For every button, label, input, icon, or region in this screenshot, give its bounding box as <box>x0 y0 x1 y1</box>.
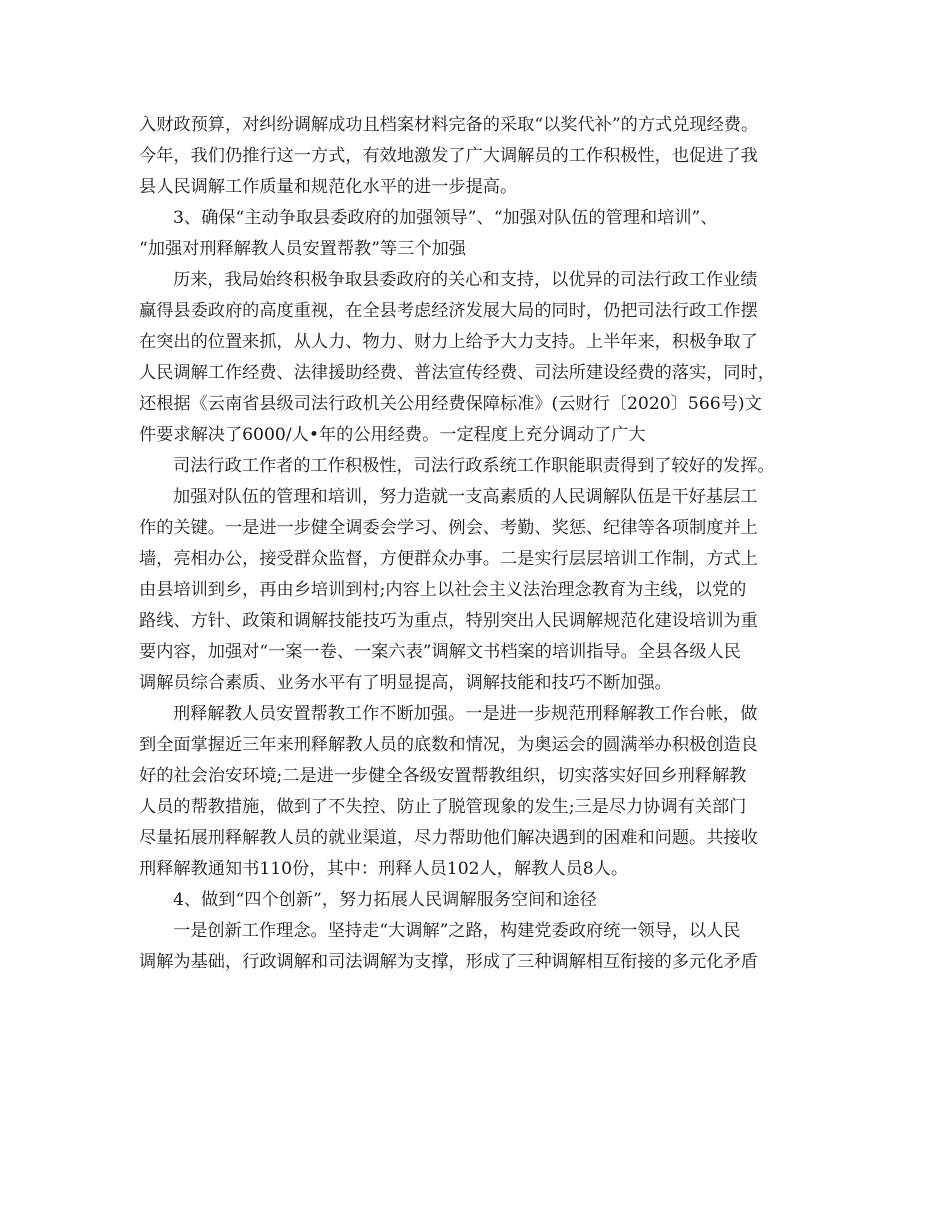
text-line: “加强对刑释解教人员安置帮教”等三个加强 <box>139 239 466 259</box>
text-line: 件要求解决了6000/人•年的公用经费。一定程度上充分调动了广大 <box>139 425 646 445</box>
text-line: 4、做到“四个创新”，努力拓展人民调解服务空间和途径 <box>173 890 597 910</box>
text-line: 好的社会治安环境;二是进一步健全各级安置帮教组织，切实落实好回乡刑释解教 <box>139 766 747 786</box>
text-line: 调解员综合素质、业务水平有了明显提高，调解技能和技巧不断加强。 <box>139 673 672 693</box>
document-body <box>139 110 829 978</box>
text-line: 作的关键。一是进一步健全调委会学习、例会、考勤、奖惩、纪律等各项制度并上 <box>139 518 758 538</box>
text-line: 刑释解教通知书110份，其中：刑释人员102人，解教人员8人。 <box>139 859 629 879</box>
text-line: 尽量拓展刑释解教人员的就业渠道，尽力帮助他们解决遇到的困难和问题。共接收 <box>139 828 758 848</box>
text-line: 还根据《云南省县级司法行政机关公用经费保障标准》(云财行〔2020〕566号)文 <box>139 394 762 414</box>
text-line: 到全面掌握近三年来刑释解教人员的底数和情况，为奥运会的圆满举办积极创造良 <box>139 735 758 755</box>
text-line: 加强对队伍的管理和培训，努力造就一支高素质的人民调解队伍是干好基层工 <box>173 487 758 507</box>
text-line: 赢得县委政府的高度重视，在全县考虑经济发展大局的同时，仍把司法行政工作摆 <box>139 301 758 321</box>
text-line: 人民调解工作经费、法律援助经费、普法宣传经费、司法所建设经费的落实，同时， <box>139 363 775 383</box>
text-line: 调解为基础，行政调解和司法调解为支撑，形成了三种调解相互衔接的多元化矛盾 <box>139 952 758 972</box>
text-line: 历来，我局始终积极争取县委政府的关心和支持，以优异的司法行政工作业绩 <box>173 270 758 290</box>
text-line: 3、确保“主动争取县委政府的加强领导”、“加强对队伍的管理和培训”、 <box>173 208 718 228</box>
text-line: 墙，亮相办公，接受群众监督，方便群众办事。二是实行层层培训工作制，方式上 <box>139 549 758 569</box>
text-line: 一是创新工作理念。坚持走“大调解”之路，构建党委政府统一领导，以人民 <box>173 921 741 941</box>
text-line: 由县培训到乡，再由乡培训到村;内容上以社会主义法治理念教育为主线，以党的 <box>139 580 747 600</box>
text-line: 人员的帮教措施，做到了不失控、防止了脱管现象的发生;三是尽力协调有关部门 <box>139 797 747 817</box>
text-line: 刑释解教人员安置帮教工作不断加强。一是进一步规范刑释解教工作台帐，做 <box>173 704 758 724</box>
text-line: 要内容，加强对“一案一卷、一案六表”调解文书档案的培训指导。全县各级人民 <box>139 642 741 662</box>
text-line: 县人民调解工作质量和规范化水平的进一步提高。 <box>139 177 518 197</box>
text-line: 今年，我们仍推行这一方式，有效地激发了广大调解员的工作积极性，也促进了我 <box>139 146 758 166</box>
text-line: 在突出的位置来抓，从人力、物力、财力上给予大力支持。上半年来，积极争取了 <box>139 332 758 352</box>
text-line: 入财政预算，对纠纷调解成功且档案材料完备的采取“以奖代补”的方式兑现经费。 <box>139 115 759 135</box>
text-line: 路线、方针、政策和调解技能技巧为重点，特别突出人民调解规范化建设培训为重 <box>139 611 758 631</box>
text-line: 司法行政工作者的工作积极性，司法行政系统工作职能职责得到了较好的发挥。 <box>173 456 775 476</box>
